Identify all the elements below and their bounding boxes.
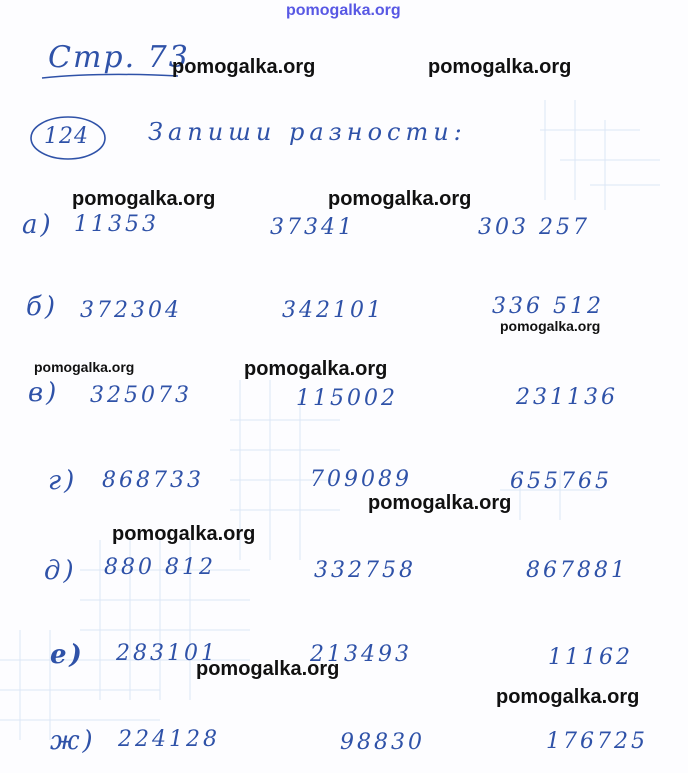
difference-e-2: 213493 <box>310 642 412 667</box>
watermark-1: pomogalka.org <box>172 56 316 78</box>
row-label-zh: ж) <box>50 726 96 756</box>
page-reference: Стр. 73 <box>48 40 190 75</box>
watermark-top: pomogalka.org <box>286 2 401 19</box>
difference-v-3: 231136 <box>516 385 618 410</box>
task-number: 124 <box>44 124 89 149</box>
watermark-6: pomogalka.org <box>34 359 135 375</box>
difference-a-3: 303 257 <box>478 215 590 240</box>
difference-d-2: 332758 <box>314 558 416 583</box>
difference-d-1: 880 812 <box>104 555 216 580</box>
row-label-v: в) <box>28 378 60 408</box>
row-label-a: а) <box>22 210 54 240</box>
task-title: Запиши разности: <box>148 118 467 146</box>
difference-zh-2: 98830 <box>340 730 425 755</box>
row-label-d: д) <box>44 556 77 586</box>
difference-b-1: 372304 <box>80 298 182 323</box>
difference-a-1: 11353 <box>74 212 159 237</box>
watermark-3: pomogalka.org <box>72 188 216 210</box>
difference-g-3: 655765 <box>510 469 612 494</box>
difference-zh-1: 224128 <box>118 727 220 752</box>
watermark-2: pomogalka.org <box>428 56 572 78</box>
watermark-5: pomogalka.org <box>500 318 601 334</box>
difference-b-3: 336 512 <box>492 294 604 319</box>
watermark-11: pomogalka.org <box>496 686 640 708</box>
difference-e-1: 283101 <box>116 641 218 666</box>
page-reference-underline <box>40 70 180 82</box>
watermark-10: pomogalka.org <box>196 658 340 680</box>
difference-a-2: 37341 <box>270 215 355 240</box>
difference-zh-3: 176725 <box>546 729 648 754</box>
row-label-e: е) <box>50 640 85 670</box>
difference-b-2: 342101 <box>282 298 384 323</box>
difference-g-2: 709089 <box>310 467 412 492</box>
difference-g-1: 868733 <box>102 468 204 493</box>
row-label-b: б) <box>26 292 59 322</box>
difference-v-2: 115002 <box>296 386 398 411</box>
watermark-9: pomogalka.org <box>112 523 256 545</box>
difference-v-1: 325073 <box>90 383 192 408</box>
watermark-4: pomogalka.org <box>328 188 472 210</box>
watermark-7: pomogalka.org <box>244 358 388 380</box>
row-label-g: г) <box>48 466 78 496</box>
watermark-8: pomogalka.org <box>368 492 512 514</box>
difference-d-3: 867881 <box>526 558 628 583</box>
difference-e-3: 11162 <box>548 645 633 670</box>
